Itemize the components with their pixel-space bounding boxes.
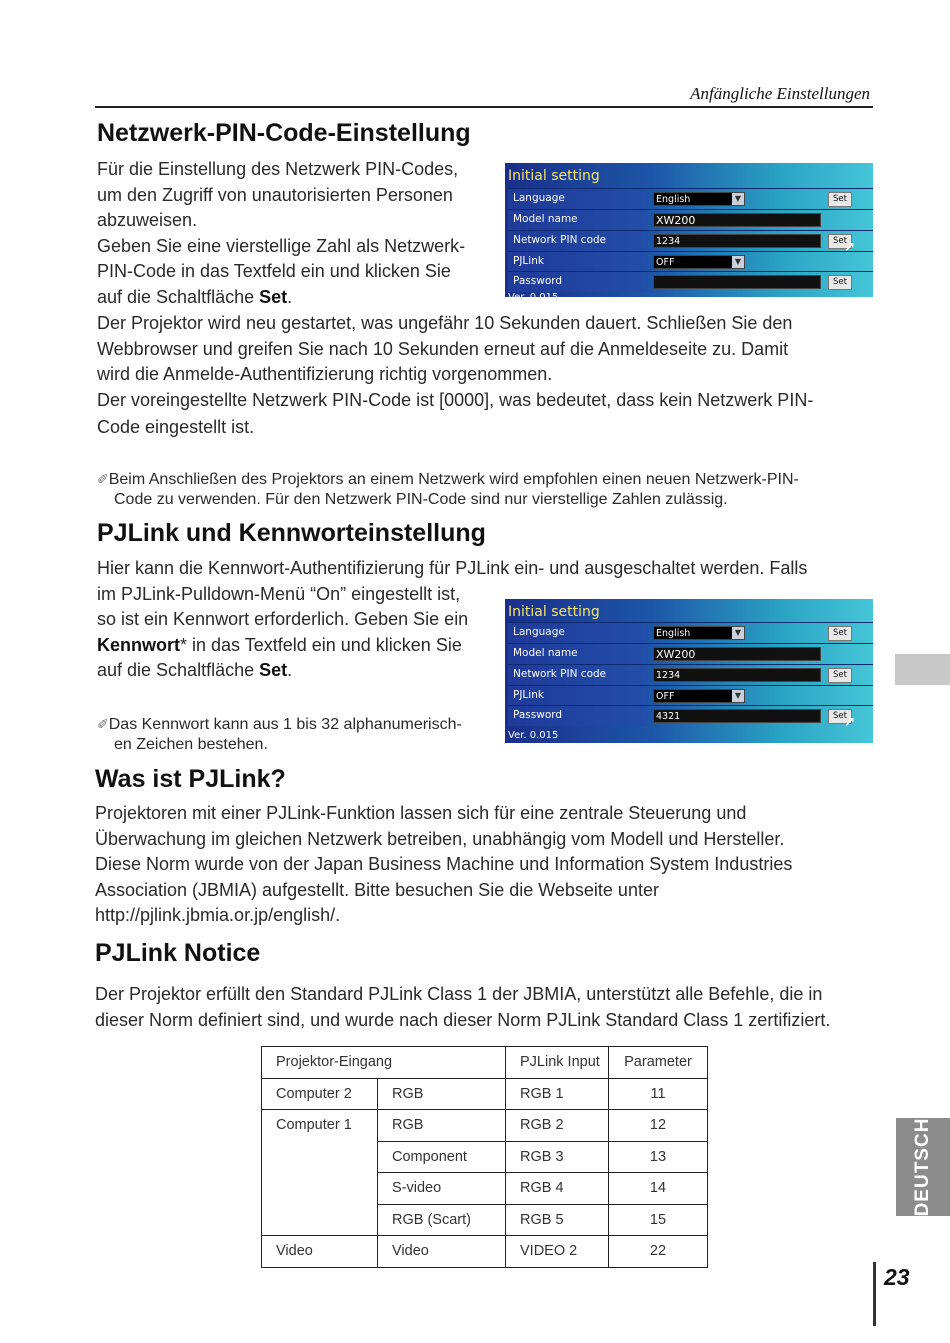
cell-param: 12: [609, 1110, 708, 1142]
cell-pjlink: RGB 1: [506, 1078, 609, 1110]
row-pjlink: PJLink OFF ▼: [508, 685, 873, 706]
language-select[interactable]: English ▼: [653, 192, 745, 206]
cell-sub: RGB: [378, 1110, 506, 1142]
table-row: [262, 1078, 708, 1110]
row-language: Language English ▼ Set: [508, 622, 873, 643]
cell-pjlink: VIDEO 2: [506, 1236, 609, 1268]
side-tab-marker: [895, 654, 950, 685]
cell-pjlink: RGB 4: [506, 1173, 609, 1205]
version-label: Ver. 0.015: [508, 730, 559, 741]
text-line: Code eingestellt ist.: [97, 417, 255, 437]
cell-group: Computer 2: [262, 1078, 378, 1110]
text-line: abzuweisen.: [97, 210, 198, 230]
cell-pjlink: RGB 2: [506, 1110, 609, 1142]
pjlink-select[interactable]: OFF ▼: [653, 689, 745, 703]
chevron-down-icon: ▼: [732, 256, 744, 268]
pencil-icon: ✐: [97, 471, 109, 487]
note-line: ✐Das Kennwort kann aus 1 bis 32 alphanumerisch-: [97, 716, 462, 733]
text-line: PIN-Code in das Textfeld ein und klicken Sie: [97, 261, 451, 281]
table-header-row: [262, 1047, 708, 1079]
pin-intro-paragraph: [97, 157, 497, 310]
text-line: Geben Sie eine vierstellige Zahl als Netzwerk-: [97, 235, 466, 256]
cell-sub: RGB (Scart): [378, 1204, 506, 1236]
cell-pjlink: RGB 3: [506, 1141, 609, 1173]
set-language-button[interactable]: Set: [828, 192, 852, 207]
text-line: Association (JBMIA) aufgestellt. Bitte besuchen Sie die Webseite unter: [95, 879, 659, 900]
text-line: Diese Norm wurde von der Japan Business Machine und Information System Industries: [95, 854, 793, 874]
model-name-field: XW200: [653, 647, 821, 661]
cell-param: 22: [609, 1236, 708, 1268]
page-number: 23: [884, 1264, 910, 1290]
pjlink-notice-paragraph: [95, 982, 895, 1033]
cell-sub: Component: [378, 1141, 506, 1173]
panel-title: Initial setting: [508, 168, 600, 184]
password-input[interactable]: 4321: [653, 709, 821, 723]
running-header: Anfängliche Einstellungen: [690, 84, 870, 103]
set-password-button[interactable]: Set: [828, 275, 852, 290]
text-line: so ist ein Kennwort erforderlich. Geben Sie ein: [97, 609, 469, 629]
note-line: Code zu verwenden. Für den Netzwerk PIN-Code sind nur vierstellige Zahlen zulässig.: [114, 491, 728, 508]
text-line: Projektoren mit einer PJLink-Funktion lassen sich für eine zentrale Steuerung und: [95, 803, 747, 823]
language-tab-label: DEUTSCH: [912, 1117, 933, 1217]
cell-pjlink: RGB 5: [506, 1204, 609, 1236]
model-name-field: XW200: [653, 213, 821, 227]
row-language: Language English ▼ Set: [508, 188, 873, 209]
set-language-button[interactable]: Set: [828, 626, 852, 641]
row-password: Password 4321 Set ➚: [508, 705, 873, 726]
password-note: [97, 714, 497, 755]
section-title-pjlink-notice: PJLink Notice: [95, 939, 261, 967]
chevron-down-icon: ▼: [732, 690, 744, 702]
text-line: dieser Norm definiert sind, und wurde nach dieser Norm PJLink Standard Class 1 zertifiziert.: [95, 1009, 831, 1030]
cell-group: Computer 1: [262, 1110, 378, 1236]
cell-param: 14: [609, 1173, 708, 1205]
row-network-pin: Network PIN code 1234 Set: [508, 664, 873, 685]
text-line: Überwachung im gleichen Netzwerk betreiben, unabhängig vom Modell und Hersteller.: [95, 828, 785, 849]
pjlink-select[interactable]: OFF ▼: [653, 255, 745, 269]
row-model-name: Model name XW200: [508, 643, 873, 664]
network-pin-input[interactable]: 1234: [653, 668, 821, 682]
cell-group: Video: [262, 1236, 378, 1268]
section-title-pin-code: Netzwerk-PIN-Code-Einstellung: [97, 119, 471, 147]
cell-sub: Video: [378, 1236, 506, 1268]
language-select[interactable]: English ▼: [653, 626, 745, 640]
panel-title: Initial setting: [508, 604, 600, 620]
note-line: ✐Beim Anschließen des Projektors an einem Netzwerk wird empfohlen einen neuen Netzwerk-PIN-: [97, 471, 799, 488]
text-line: Der Projektor erfüllt den Standard PJLink Class 1 der JBMIA, unterstützt alle Befehle, die in: [95, 984, 823, 1004]
note-line: en Zeichen bestehen.: [114, 736, 268, 753]
text-line: Webbrowser und greifen Sie nach 10 Sekunden erneut auf die Anmeldeseite zu. Damit: [97, 338, 789, 359]
text-line: Kennwort* in das Textfeld ein und klicken Sie: [97, 634, 462, 655]
mouse-cursor-icon: ➚: [844, 714, 856, 730]
pin-restart-paragraph: [97, 311, 877, 441]
page-number-bar: [873, 1262, 876, 1326]
version-label: Ver. 0.015: [508, 292, 559, 303]
cell-param: 13: [609, 1141, 708, 1173]
cell-sub: S-video: [378, 1173, 506, 1205]
text-line: um den Zugriff von unautorisierten Personen: [97, 184, 453, 205]
pin-note: [97, 469, 877, 510]
what-is-pjlink-paragraph: [95, 801, 895, 929]
text-line: Hier kann die Kennwort-Authentifizierung für PJLink ein- und ausgeschaltet werden. Falls: [97, 558, 808, 578]
initial-setting-panel-1: [505, 163, 873, 303]
row-pjlink: PJLink OFF ▼: [508, 251, 873, 272]
header-projector-input: Projektor-Eingang: [262, 1047, 506, 1079]
chevron-down-icon: ▼: [732, 627, 744, 639]
header-pjlink-input: PJLink Input: [506, 1047, 609, 1079]
header-rule: [95, 106, 873, 108]
cell-sub: RGB: [378, 1078, 506, 1110]
text-line: auf die Schaltfläche Set.: [97, 660, 293, 680]
section-title-what-is-pjlink: Was ist PJLink?: [95, 765, 286, 793]
text-line: auf die Schaltfläche Set.: [97, 286, 293, 307]
initial-setting-panel-2: [505, 599, 873, 743]
text-line: im PJLink-Pulldown-Menü “On” eingestellt ist,: [97, 583, 461, 604]
text-line: wird die Anmelde-Authentifizierung richtig vorgenommen.: [97, 364, 553, 384]
row-model-name: Model name XW200: [508, 209, 873, 230]
chevron-down-icon: ▼: [732, 193, 744, 205]
text-line: Der voreingestellte Netzwerk PIN-Code ist [0000], was bedeutet, dass kein Netzwerk PIN-: [97, 389, 814, 410]
text-line: Für die Einstellung des Netzwerk PIN-Codes,: [97, 159, 459, 179]
pencil-icon: ✐: [97, 716, 109, 732]
section-title-pjlink-password: PJLink und Kennworteinstellung: [97, 519, 486, 547]
cell-param: 11: [609, 1078, 708, 1110]
text-line: Der Projektor wird neu gestartet, was ungefähr 10 Sekunden dauert. Schließen Sie den: [97, 313, 793, 333]
set-pin-button[interactable]: Set: [828, 234, 852, 249]
header-parameter: Parameter: [609, 1047, 708, 1079]
cell-param: 15: [609, 1204, 708, 1236]
row-password: Password Set: [508, 271, 873, 292]
network-pin-input[interactable]: 1234: [653, 234, 821, 248]
set-pin-button[interactable]: Set: [828, 668, 852, 683]
pjlink-url-link[interactable]: http://pjlink.jbmia.or.jp/english/.: [95, 905, 341, 925]
set-password-button[interactable]: Set: [828, 709, 852, 724]
password-input[interactable]: [653, 275, 821, 289]
language-tab: [896, 1118, 950, 1216]
row-network-pin: Network PIN code 1234 Set ➚: [508, 230, 873, 251]
table-row: [262, 1236, 708, 1268]
mouse-cursor-icon: ➚: [844, 239, 856, 255]
pjlink-input-table: [261, 1046, 708, 1268]
table-row: [262, 1110, 708, 1142]
